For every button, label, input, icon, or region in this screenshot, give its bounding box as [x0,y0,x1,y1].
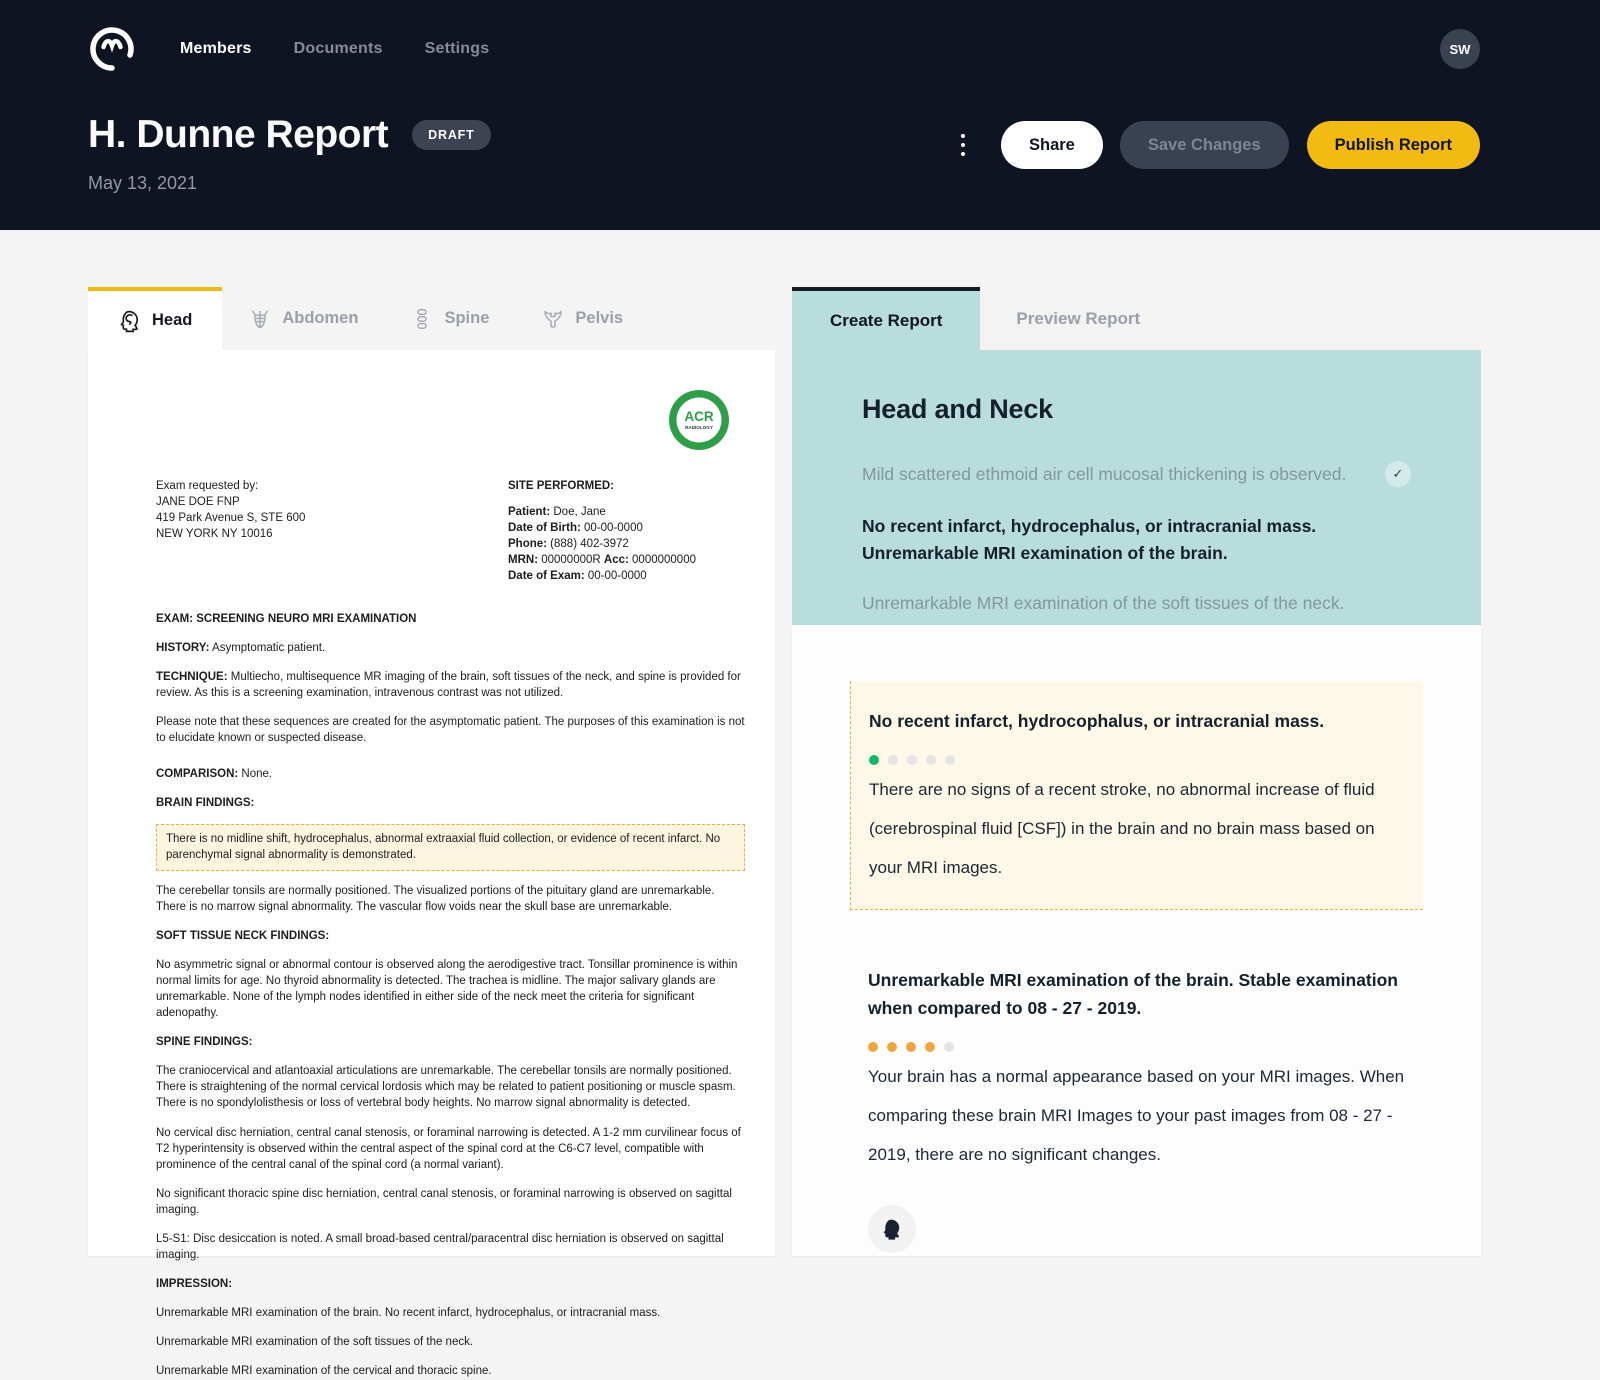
source-document-panel [88,287,775,1378]
nav-members[interactable]: Members [180,40,252,57]
annotation-body[interactable]: Your brain has a normal appearance based on your MRI images. When comparing these brain MRI Images to your past images from 08 - 27 - 2019, there are no significant changes. [868,1067,1405,1164]
user-avatar[interactable]: SW [1440,29,1480,69]
body-part-tabs [88,287,775,350]
tab-abdomen-label: Abdomen [282,309,359,327]
nav-settings[interactable]: Settings [424,40,490,57]
exam-requested-by: Exam requested by: JANE DOE FNP 419 Park Avenue S, STE 600 NEW YORK NY 10016 [156,480,306,541]
tab-head[interactable] [88,287,222,350]
svg-text:ACR: ACR [684,409,714,424]
highlighted-finding[interactable]: There is no midline shift, hydrocephalus, abnormal extraaxial fluid collection, or evidence of recent infarct. No parenchymal signal abnormality is demonstrated. [156,824,745,870]
save-changes-button[interactable]: Save Changes [1120,121,1289,169]
share-button[interactable]: Share [1001,121,1103,169]
spine-paragraph: The craniocervical and atlantoaxial articulations are unremarkable. The cerebellar tonsils are normally positioned. There is straightening of the normal cervical lordosis which may be related to patient positioning or muscle spasm. There is no spondylolisthesis or loss of vertebral body heights. No marrow signal abnormality is detected. [156,1065,736,1110]
brain-paragraph: The cerebellar tonsils are normally positioned. The visualized portions of the pituitary gland are unremarkable. There is no marrow signal abnormality. The vascular flow voids near the skull base are unremarkable. [156,884,715,913]
tab-create-report[interactable]: Create Report [792,287,980,350]
check-icon[interactable]: ✓ [1385,461,1411,487]
spine-paragraph: No cervical disc herniation, central canal stenosis, or foraminal narrowing is detected. A 1-2 mm curvilinear focus of T2 hyperintensity is observed within the central aspect of the spinal cord at the C6-C7 level, compatible with prominence of the central canal of the spinal cord (a normal variant). [156,1126,741,1171]
document-text [88,350,775,1380]
annotation-heading: Unremarkable MRI examination of the brain. Stable examination when compared to 08 - 27 - 2019. [868,970,1398,1019]
pelvis-icon [541,307,565,331]
impression-paragraph: Unremarkable MRI examination of the brain. No recent infarct, hydrocephalus, or intracranial mass. [156,1307,661,1320]
tab-pelvis[interactable] [515,287,649,350]
impression-heading: IMPRESSION: [156,1278,233,1291]
kebab-menu-icon[interactable] [955,128,971,162]
technique-line: TECHNIQUE: Multiecho, multisequence MR imaging of the brain, soft tissues of the neck, and spine is provided for review. As this is a screening examination, intravenous contrast was not utilized. [156,670,741,699]
publish-report-button[interactable]: Publish Report [1307,121,1480,169]
acr-accreditation-logo [667,388,731,452]
finding-muted-1[interactable]: Mild scattered ethmoid air cell mucosal thickening is observed. ✓ [862,461,1411,487]
tab-spine-label: Spine [444,309,490,327]
svg-text:RADIOLOGY: RADIOLOGY [685,425,713,430]
impression-paragraph: Unremarkable MRI examination of the soft tissues of the neck. [156,1336,474,1349]
spine-paragraph: No significant thoracic spine disc herniation, central canal stenosis, or foraminal narrowing is observed on sagittal imaging. [156,1187,732,1216]
report-builder-panel [792,287,1481,1256]
annotation-body[interactable]: There are no signs of a recent stroke, no abnormal increase of fluid (cerebrospinal fluid [CSF]) in the brain and no brain mass based on your MRI images. [869,780,1375,877]
head-silhouette-icon[interactable] [868,1205,916,1253]
finding-selected[interactable]: No recent infarct, hydrocephalus, or intracranial mass. Unremarkable MRI examination of the brain. [862,516,1317,564]
main-nav [180,40,489,58]
spine-findings-heading: SPINE FINDINGS: [156,1036,253,1049]
report-annotations [792,625,1481,1256]
neck-findings-heading: SOFT TISSUE NECK FINDINGS: [156,929,330,942]
impression-paragraph: Unremarkable MRI examination of the cervical and thoracic spine. [156,1365,492,1378]
spine-paragraph: L5-S1: Disc desiccation is noted. A small broad-based central/paracentral disc herniation is observed on sagittal imaging. [156,1233,724,1262]
spine-icon [410,307,434,331]
confidence-dots [868,1042,1405,1052]
annotation-heading: No recent infarct, hydrocophalus, or intracranial mass. [869,711,1325,731]
radiology-document [88,350,775,1378]
app-logo-icon[interactable] [88,25,136,73]
report-tabs [792,287,1481,350]
head-icon [118,309,142,333]
note-paragraph: Please note that these sequences are created for the asymptomatic patient. The purposes of this examination is not to elucidate known or suspected disease. [156,715,745,745]
section-summary-panel [792,350,1481,625]
section-title: Head and Neck [862,394,1053,424]
report-date: May 13, 2021 [88,173,198,193]
site-performed: SITE PERFORMED: Patient: Doe, Jane Date of Birth: 00-00-0000 Phone: (888) 402-3972 MRN: 00000000R Acc: 0000000000 Date of Exam: 00-00-0000 [508,480,696,583]
annotation-card[interactable] [850,966,1423,1174]
tab-pelvis-label: Pelvis [575,309,624,327]
app-header [0,0,1600,230]
page-content [0,230,1600,1378]
comparison-line: COMPARISON: None. [156,768,273,781]
annotation-card-active[interactable] [850,681,1423,910]
exam-line: EXAM: SCREENING NEURO MRI EXAMINATION [156,612,417,625]
abdomen-icon [248,307,272,331]
history-line: HISTORY: Asymptomatic patient. [156,641,326,654]
finding-muted-2[interactable]: Unremarkable MRI examination of the soft tissues of the neck. [862,593,1345,614]
tab-spine[interactable] [384,287,515,350]
tab-preview-report[interactable]: Preview Report [1016,308,1141,328]
tab-abdomen[interactable] [222,287,384,350]
tab-head-label: Head [152,311,193,329]
confidence-dots [869,755,1405,765]
page-title: H. Dunne Report [88,113,389,156]
status-badge: DRAFT [412,120,490,150]
brain-findings-heading: BRAIN FINDINGS: [156,797,255,810]
neck-paragraph: No asymmetric signal or abnormal contour is observed along the aerodigestive tract. Tonsillar prominence is within normal limits for age. No thyroid abnormality is detected. The trachea is midline. The major salivary glands are unremarkable. None of the lymph nodes identified in either side of the neck meet the criteria for significant adenopathy. [156,958,738,1020]
nav-documents[interactable]: Documents [293,40,383,57]
